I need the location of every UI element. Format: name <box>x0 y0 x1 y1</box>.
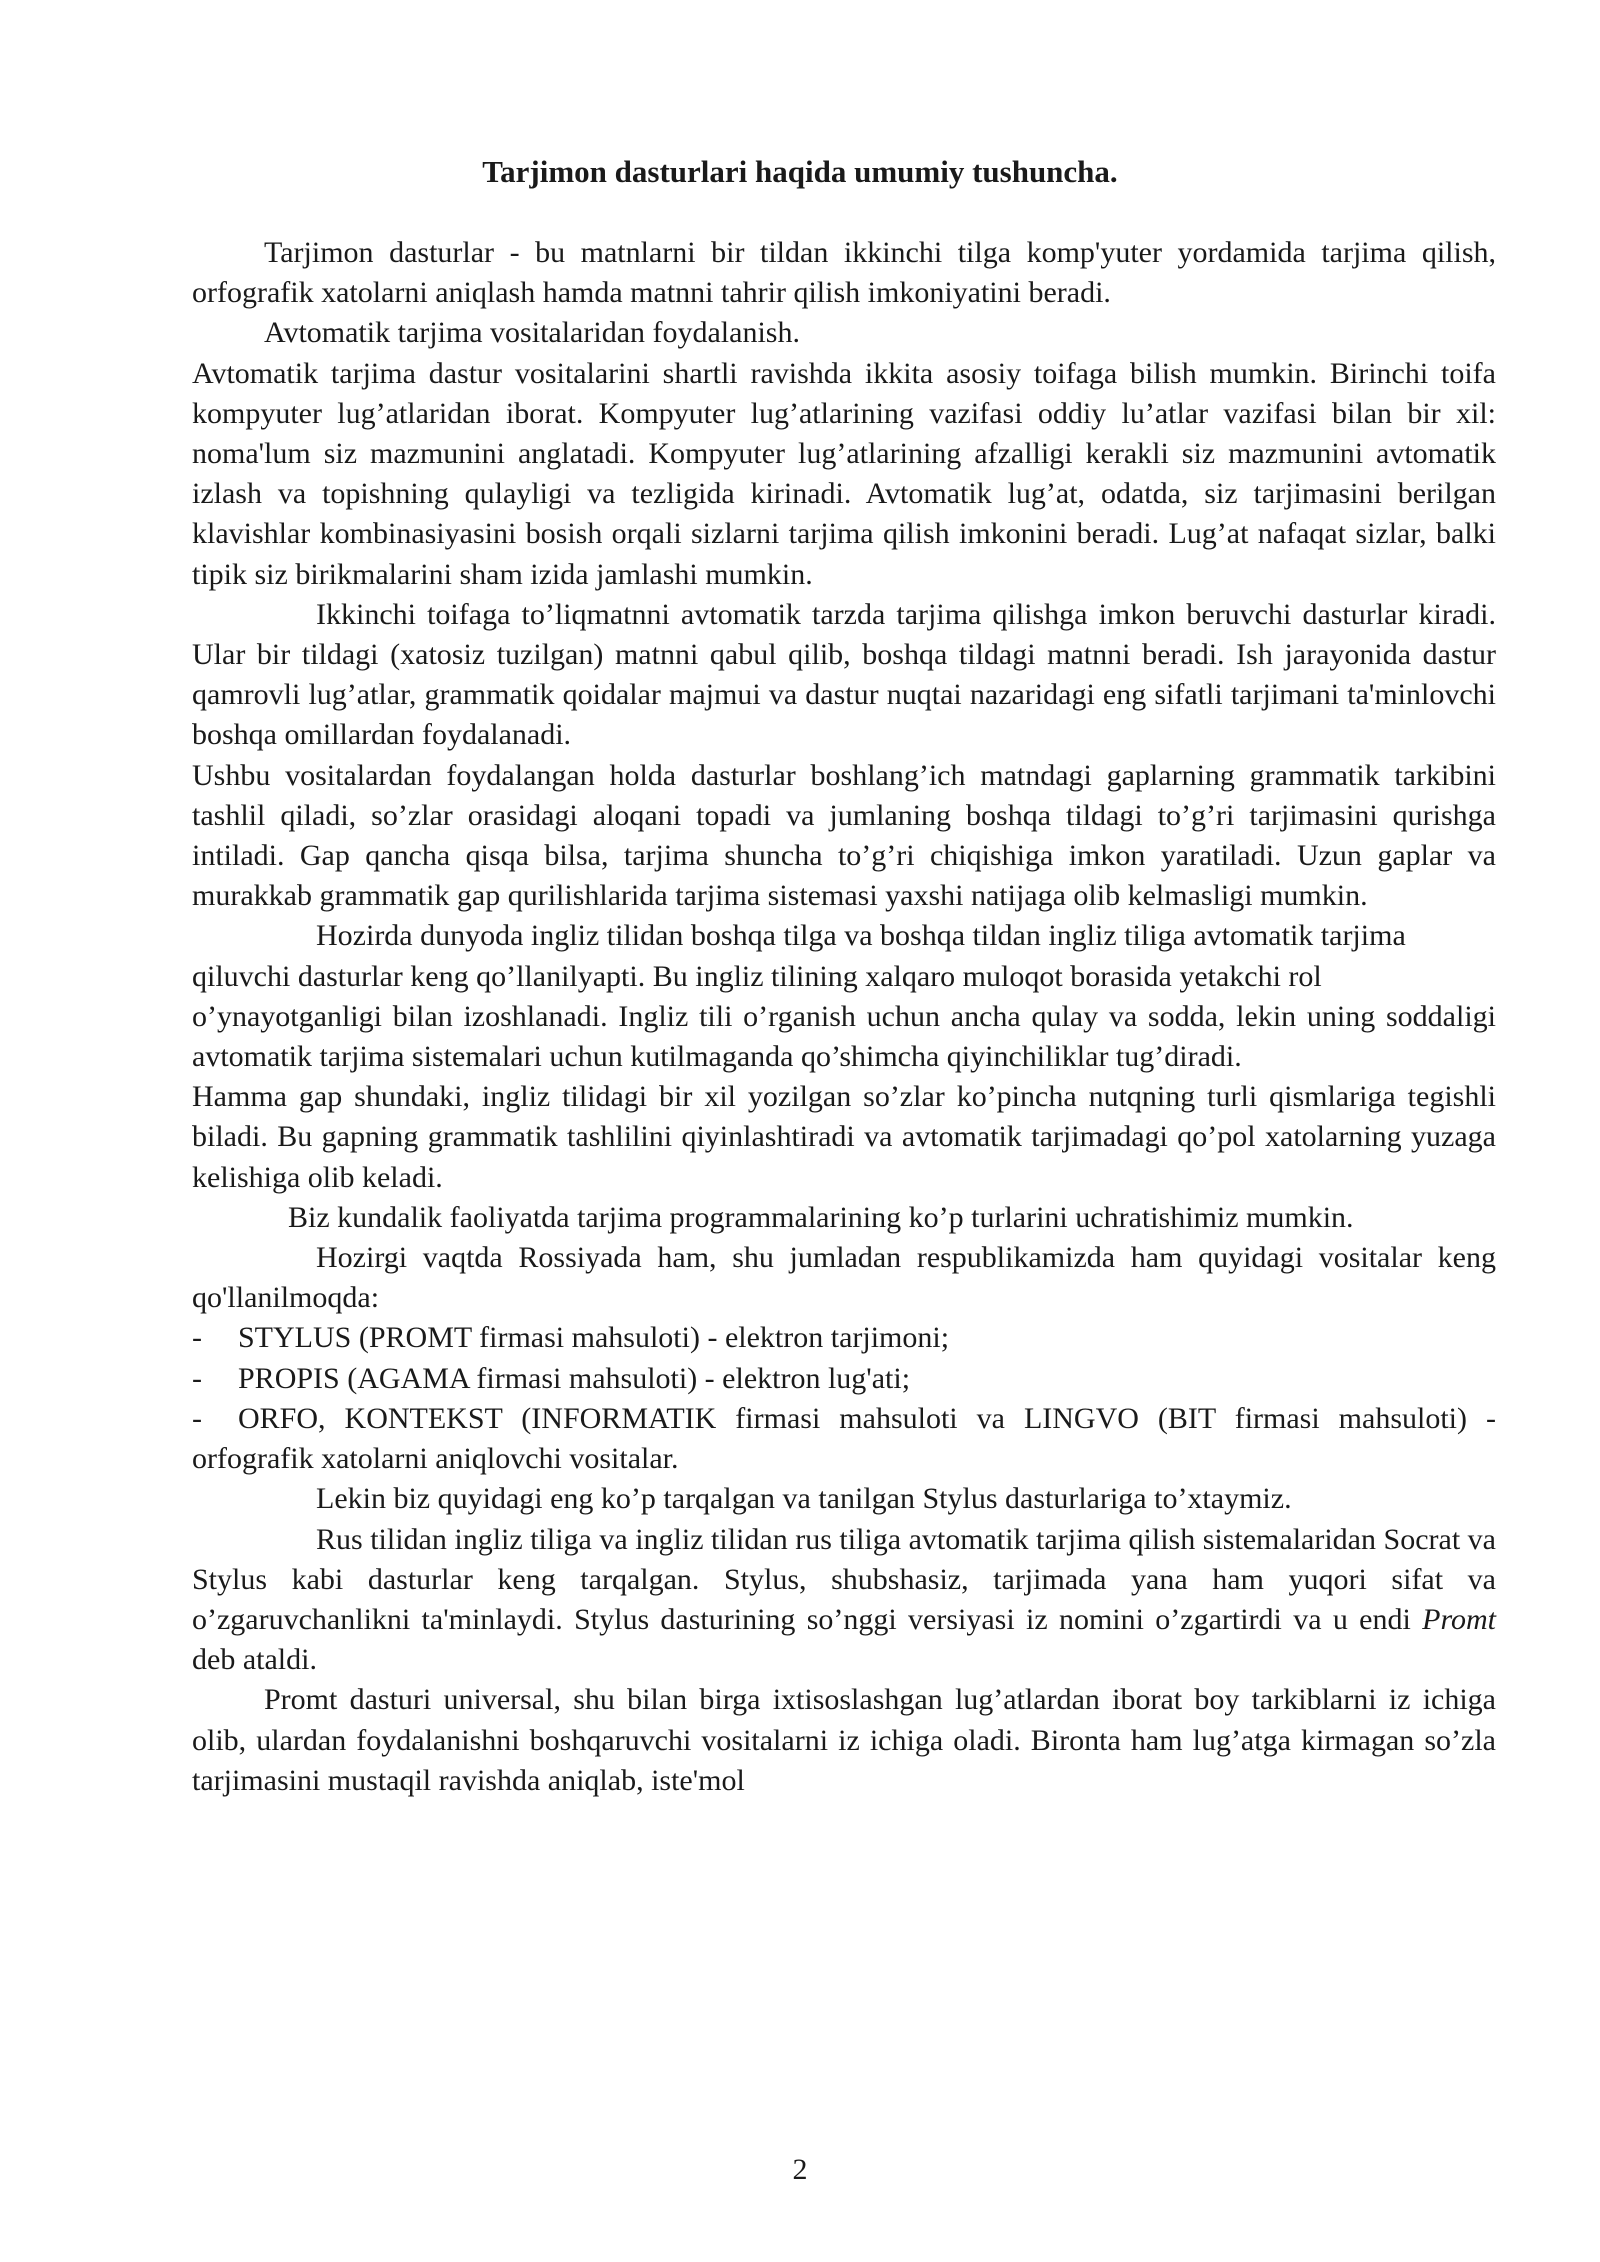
list-item-text: STYLUS (PROMT firmasi mahsuloti) - elektron tarjimoni; <box>238 1321 950 1355</box>
list-item <box>192 1359 1496 1399</box>
paragraph-promt-universal: Promt dasturi universal, shu bilan birga ixtisoslashgan lug’atlardan iborat boy tarkiblarni iz ichiga olib, ulardan foydalanishni boshqaruvchi vositalarni iz ichiga oladi. Bironta ham lug’atga kirmagan so’zla tarjimasini mustaqil ravishda aniqlab, iste'mol <box>192 1683 1496 1797</box>
promt-name: Promt <box>1422 1602 1497 1636</box>
paragraph-rus-english <box>192 1520 1496 1681</box>
list-item-text: PROPIS (AGAMA firmasi mahsuloti) - elektron lug'ati; <box>238 1361 911 1395</box>
rus-text-before: Rus tilidan ingliz tiliga va ingliz tilidan rus tiliga avtomatik tarjima qilish sistemalaridan Socrat va Stylus kabi dasturlar keng tarqalgan. Stylus, shubshasiz, tarjimada yana ham yuqori sifat va o’zgaruvchanlikni ta'minlaydi. Stylus dasturining so’nggi versiyasi iz nomini o’zgartirdi va u endi <box>192 1522 1496 1636</box>
paragraph-daily-use: Biz kundalik faoliyatda tarjima programmalarining ko’p turlarini uchratishimiz mumkin. <box>288 1200 1354 1234</box>
document-title: Tarjimon dasturlari haqida umumiy tushuncha. <box>482 154 1118 189</box>
list-item <box>192 1399 1496 1479</box>
page-number: 2 <box>792 2153 808 2186</box>
list-item-text: ORFO, KONTEKST (INFORMATIK firmasi mahsuloti va LINGVO (BIT firmasi mahsuloti) - orfografik xatolarni aniqlovchi vositalar. <box>192 1401 1496 1476</box>
paragraph-second-category: Ikkinchi toifaga to’liqmatnni avtomatik tarzda tarjima qilishga imkon beruvchi dasturlar kiradi. Ular bir tildagi (xatosiz tuzilgan) matnni qabul qilib, boshqa tildagi matnni beradi. Ish jarayonida dastur qamrovli lug’atlar, grammatik qoidalar majmui va dastur nuqtai nazaridagi eng sifatli tarjimani ta'minlovchi boshqa omillardan foydalanadi. <box>192 597 1496 752</box>
paragraph-english-usage: Hozirda dunyoda ingliz tilidan boshqa tilga va boshqa tildan ingliz tiliga avtomatik tarjima qiluvchi dasturlar keng qo’llanilyapti. Bu ingliz tilining xalqaro muloqot borasida yetakchi rol <box>192 919 1406 993</box>
list-marker: - <box>192 1321 202 1355</box>
list-item <box>192 1318 1496 1358</box>
list-marker: - <box>192 1401 202 1435</box>
paragraph-first-category: Avtomatik tarjima dastur vositalarini shartli ravishda ikkita asosiy toifaga bilish mumkin. Birinchi toifa kompyuter lug’atlaridan iborat. Kompyuter lug’atlarining vazifasi oddiy lu’atlar vazifasi bilan bir xil: noma'lum siz mazmunini anglatadi. Kompyuter lug’atlarining afzalligi kerakli siz mazmunini avtomatik izlash va topishning qulayligi va tezligida kirinadi. Avtomatik lug’at, odatda, siz tarjimasini berilgan klavishlar kombinasiyasini bosish orqali sizlarni tarjima qilish imkonini beradi. Lug’at nafaqat sizlar, balki tipik siz birikmalarini sham izida jamlashi mumkin. <box>192 356 1496 591</box>
paragraph-grammar-analysis: Ushbu vositalardan foydalangan holda dasturlar boshlang’ich matndagi gaplarning grammatik tarkibini tashlil qiladi, so’zlar orasidagi aloqani topadi va jumlaning boshqa tildagi to’g’ri tarjimasini qurishga intiladi. Gap qancha qisqa bilsa, tarjima shuncha to’g’ri chiqishiga imkon yaratiladi. Uzun gaplar va murakkab grammatik gap qurilishlarida tarjima sistemasi yaxshi natijaga olib kelmasligi mumkin. <box>192 758 1496 913</box>
paragraph-homonyms: Hamma gap shundaki, ingliz tilidagi bir xil yozilgan so’zlar ko’pincha nutqning turli qismlariga tegishli biladi. Bu gapning grammatik tashlilini qiyinlashtiradi va avtomatik tarjimadagi qo’pol xatolarning yuzaga kelishiga olib keladi. <box>192 1080 1496 1194</box>
paragraph-subheading: Avtomatik tarjima vositalaridan foydalanish. <box>264 316 800 350</box>
paragraph-english-simplicity: o’ynayotganligi bilan izoshlanadi. Ingliz tili o’rganish uchun ancha qulay va sodda, lekin uning soddaligi avtomatik tarjima sistemalari uchun kutilmaganda qo’shimcha qiyinchiliklar tug’diradi. <box>192 999 1496 1074</box>
paragraph-intro: Tarjimon dasturlar - bu matnlarni bir tildan ikkinchi tilga komp'yuter yordamida tarjima qilish, orfografik xatolarni aniqlash hamda matnni tahrir qilish imkoniyatini beradi. <box>192 236 1496 310</box>
paragraph-stylus-focus: Lekin biz quyidagi eng ko’p tarqalgan va tanilgan Stylus dasturlariga to’xtaymiz. <box>316 1482 1292 1516</box>
list-marker: - <box>192 1361 202 1395</box>
rus-text-after: deb ataldi. <box>192 1643 317 1677</box>
document-body <box>192 233 1496 1801</box>
paragraph-russia-tools: Hozirgi vaqtda Rossiyada ham, shu jumladan respublikamizda ham quyidagi vositalar keng qo'llanilmoqda: <box>192 1241 1496 1315</box>
